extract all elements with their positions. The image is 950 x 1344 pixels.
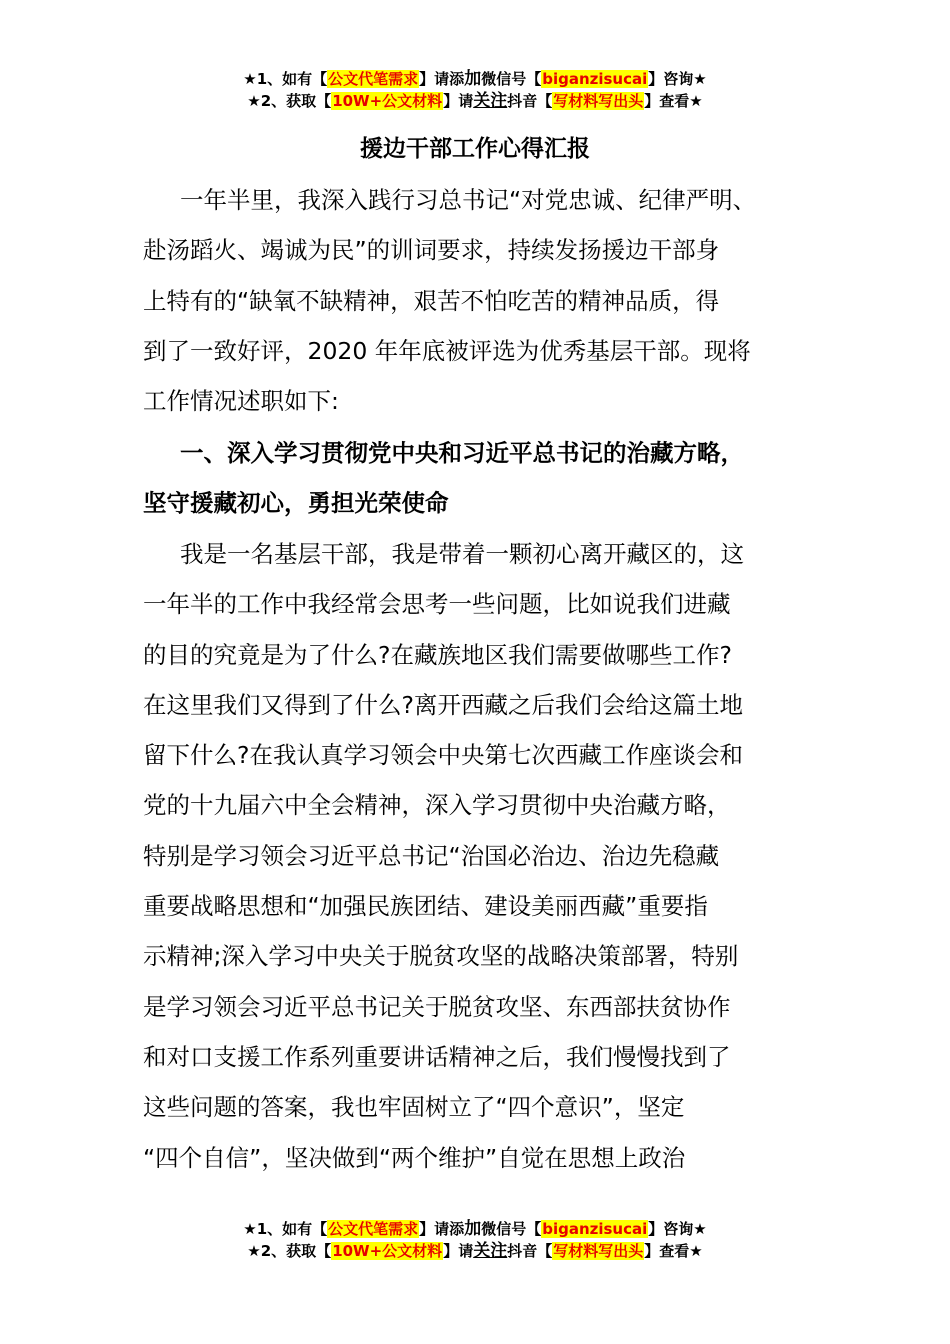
banner-highlight-service: 公文代笔需求 xyxy=(328,70,419,88)
banner-text: 关注 xyxy=(473,1241,508,1261)
banner-line-1 xyxy=(0,1218,950,1240)
text-line: 这些问题的答案，我也牢固树立了“四个意识”，坚定 xyxy=(143,1093,685,1122)
text-line: 留下什么?在我认真学习领会中央第七次西藏工作座谈会和 xyxy=(143,741,743,770)
text-line: 在这里我们又得到了什么?离开西藏之后我们会给这篇土地 xyxy=(143,690,743,719)
banner-text: 】查看★ xyxy=(644,1242,703,1260)
banner-text: ★1、如有【 xyxy=(243,70,328,88)
header-banner xyxy=(0,68,950,112)
banner-text: 微信号【 xyxy=(481,70,542,88)
heading-line: 一、深入学习贯彻党中央和习近平总书记的治藏方略， xyxy=(180,439,744,467)
banner-text: 抖音【 xyxy=(507,1242,553,1260)
text-line: 到了一致好评，2020 年年底被评选为优秀基层干部。现将 xyxy=(143,336,751,365)
banner-text: ★1、如有【 xyxy=(243,1220,328,1238)
text-line: 的目的究竟是为了什么?在藏族地区我们需要做哪些工作? xyxy=(143,640,732,669)
text-line: 党的十九届六中全会精神，深入学习贯彻中央治藏方略， xyxy=(143,791,731,820)
banner-text: 】咨询★ xyxy=(648,70,707,88)
footer-banner xyxy=(0,1218,950,1262)
banner-text: 】咨询★ xyxy=(648,1220,707,1238)
paragraph-intro xyxy=(143,175,811,426)
text-line: 一年半里，我深入践行习总书记“对党忠诚、纪律严明、 xyxy=(180,186,757,214)
text-line: 工作情况述职如下: xyxy=(143,387,339,416)
banner-text: 加 xyxy=(464,69,482,89)
banner-highlight-materials: 10W+公文材料 xyxy=(332,92,443,110)
text-line: 一年半的工作中我经常会思考一些问题，比如说我们进藏 xyxy=(143,590,731,619)
text-line: 上特有的“缺氧不缺精神，艰苦不怕吃苦的精神品质，得 xyxy=(143,286,720,315)
banner-highlight-douyin: 写材料写出头 xyxy=(553,92,644,110)
banner-text: ★2、获取【 xyxy=(247,1242,332,1260)
paragraph-section-1 xyxy=(143,529,811,1183)
banner-highlight-materials: 10W+公文材料 xyxy=(332,1242,443,1260)
banner-text: 】请添 xyxy=(419,1220,465,1238)
banner-text: 关注 xyxy=(473,91,508,111)
banner-text: 】请 xyxy=(443,92,474,110)
banner-highlight-service: 公文代笔需求 xyxy=(328,1220,419,1238)
text-line: 赴汤蹈火、竭诚为民”的训词要求，持续发扬援边干部身 xyxy=(143,236,720,265)
banner-line-2 xyxy=(0,1240,950,1262)
banner-highlight-wechat-id: biganzisucai xyxy=(542,70,648,88)
text-line: 我是一名基层干部，我是带着一颗初心离开藏区的，这 xyxy=(180,540,744,568)
section-heading-1 xyxy=(143,428,811,529)
banner-highlight-douyin: 写材料写出头 xyxy=(553,1242,644,1260)
banner-highlight-wechat-id: biganzisucai xyxy=(542,1220,648,1238)
banner-text: 微信号【 xyxy=(481,1220,542,1238)
banner-text: 】查看★ xyxy=(644,92,703,110)
banner-line-1 xyxy=(0,68,950,90)
document-title: 援边干部工作心得汇报 xyxy=(360,136,590,162)
banner-line-2 xyxy=(0,90,950,112)
banner-text: ★2、获取【 xyxy=(247,92,332,110)
banner-text: 】请 xyxy=(443,1242,474,1260)
text-line: 重要战略思想和“加强民族团结、建设美丽西藏”重要指 xyxy=(143,892,708,921)
banner-text: 抖音【 xyxy=(507,92,553,110)
text-line: 示精神;深入学习中央关于脱贫攻坚的战略决策部署，特别 xyxy=(143,942,739,971)
text-line: 和对口支援工作系列重要讲话精神之后，我们慢慢找到了 xyxy=(143,1042,731,1071)
heading-line: 坚守援藏初心，勇担光荣使命 xyxy=(143,489,449,518)
text-line: 特别是学习领会习近平总书记“治国必治边、治边先稳藏 xyxy=(143,841,720,870)
text-line: “四个自信”，坚决做到“两个维护”自觉在思想上政治 xyxy=(143,1143,686,1172)
banner-text: 加 xyxy=(464,1219,482,1239)
banner-text: 】请添 xyxy=(419,70,465,88)
text-line: 是学习领会习近平总书记关于脱贫攻坚、东西部扶贫协作 xyxy=(143,992,731,1021)
